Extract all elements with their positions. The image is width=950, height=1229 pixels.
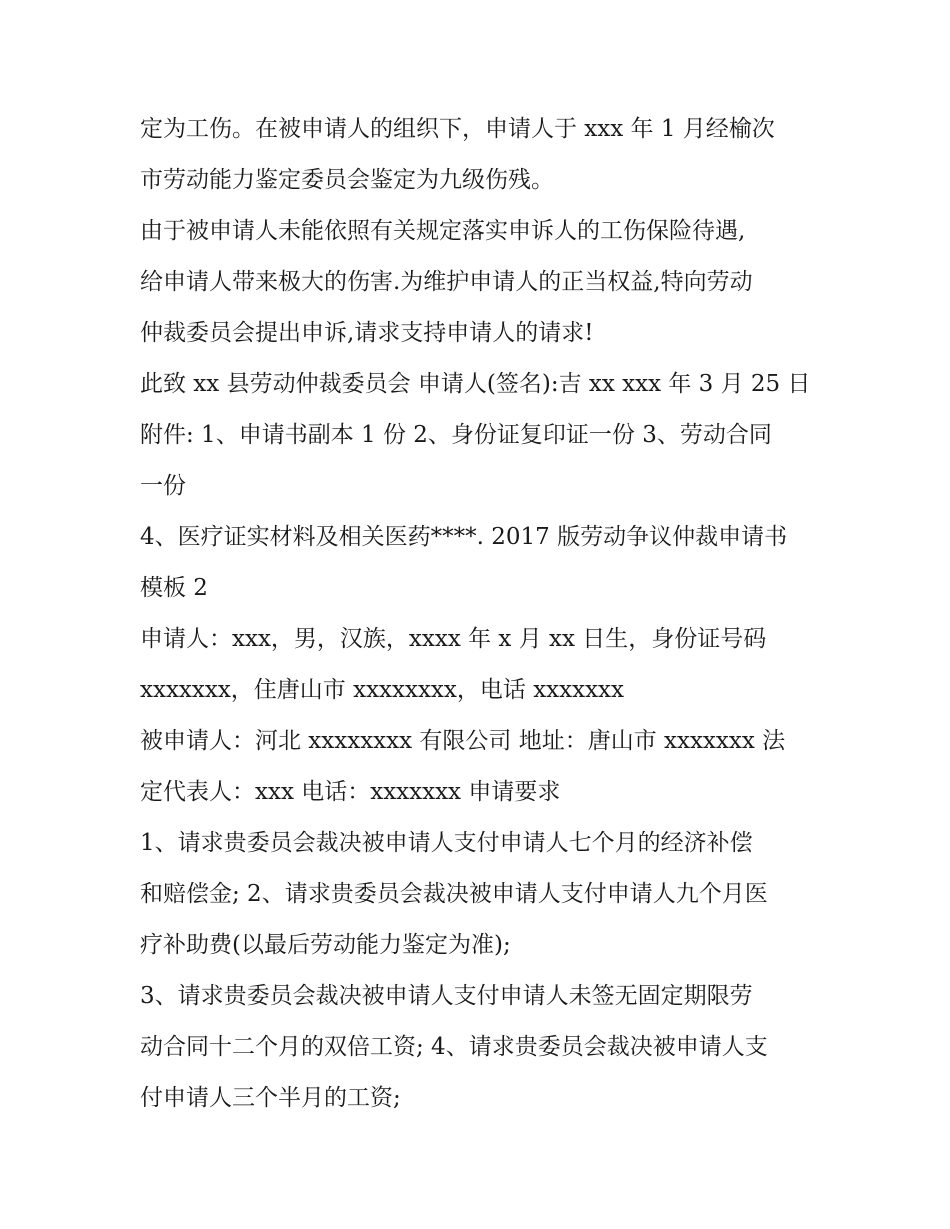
text-line: 给申请人带来极大的伤害.为维护申请人的正当权益,特向劳动 (140, 269, 753, 295)
text-line: 疗补助费(以最后劳动能力鉴定为准); (140, 932, 511, 958)
text-line: 3、请求贵委员会裁决被申请人支付申请人未签无固定期限劳 (140, 983, 753, 1009)
text-line: 定为工伤。在被申请人的组织下，申请人于 xxx 年 1 月经榆次 (140, 116, 775, 142)
text-line: 1、请求贵委员会裁决被申请人支付申请人七个月的经济补偿 (140, 830, 753, 856)
text-line: 模板 2 (140, 575, 208, 601)
text-line: 此致 xx 县劳动仲裁委员会 申请人(签名):吉 xx xxx 年 3 月 25 日 (140, 371, 811, 397)
text-line: 市劳动能力鉴定委员会鉴定为九级伤残。 (140, 167, 554, 193)
text-line: 和赔偿金; 2、请求贵委员会裁决被申请人支付申请人九个月医 (140, 881, 768, 907)
text-line: 一份 (140, 473, 186, 499)
document-body (140, 104, 830, 1124)
text-line: 动合同十二个月的双倍工资; 4、请求贵委员会裁决被申请人支 (140, 1034, 768, 1060)
text-line: 附件: 1、申请书副本 1 份 2、身份证复印证一份 3、劳动合同 (140, 422, 772, 448)
text-line: xxxxxxx，住唐山市 xxxxxxxx，电话 xxxxxxx (140, 677, 624, 703)
text-line: 仲裁委员会提出申诉,请求支持申请人的请求! (140, 320, 594, 346)
text-line: 被申请人：河北 xxxxxxxx 有限公司 地址：唐山市 xxxxxxx 法 (140, 728, 786, 754)
text-line: 申请人：xxx，男，汉族，xxxx 年 x 月 xx 日生，身份证号码 (140, 626, 767, 652)
text-line: 定代表人：xxx 电话：xxxxxxx 申请要求 (140, 779, 561, 805)
text-line: 付申请人三个半月的工资; (140, 1085, 401, 1111)
text-line: 由于被申请人未能依照有关规定落实申诉人的工伤保险待遇, (140, 218, 746, 244)
text-line: 4、医疗证实材料及相关医药****. 2017 版劳动争议仲裁申请书 (140, 524, 788, 550)
